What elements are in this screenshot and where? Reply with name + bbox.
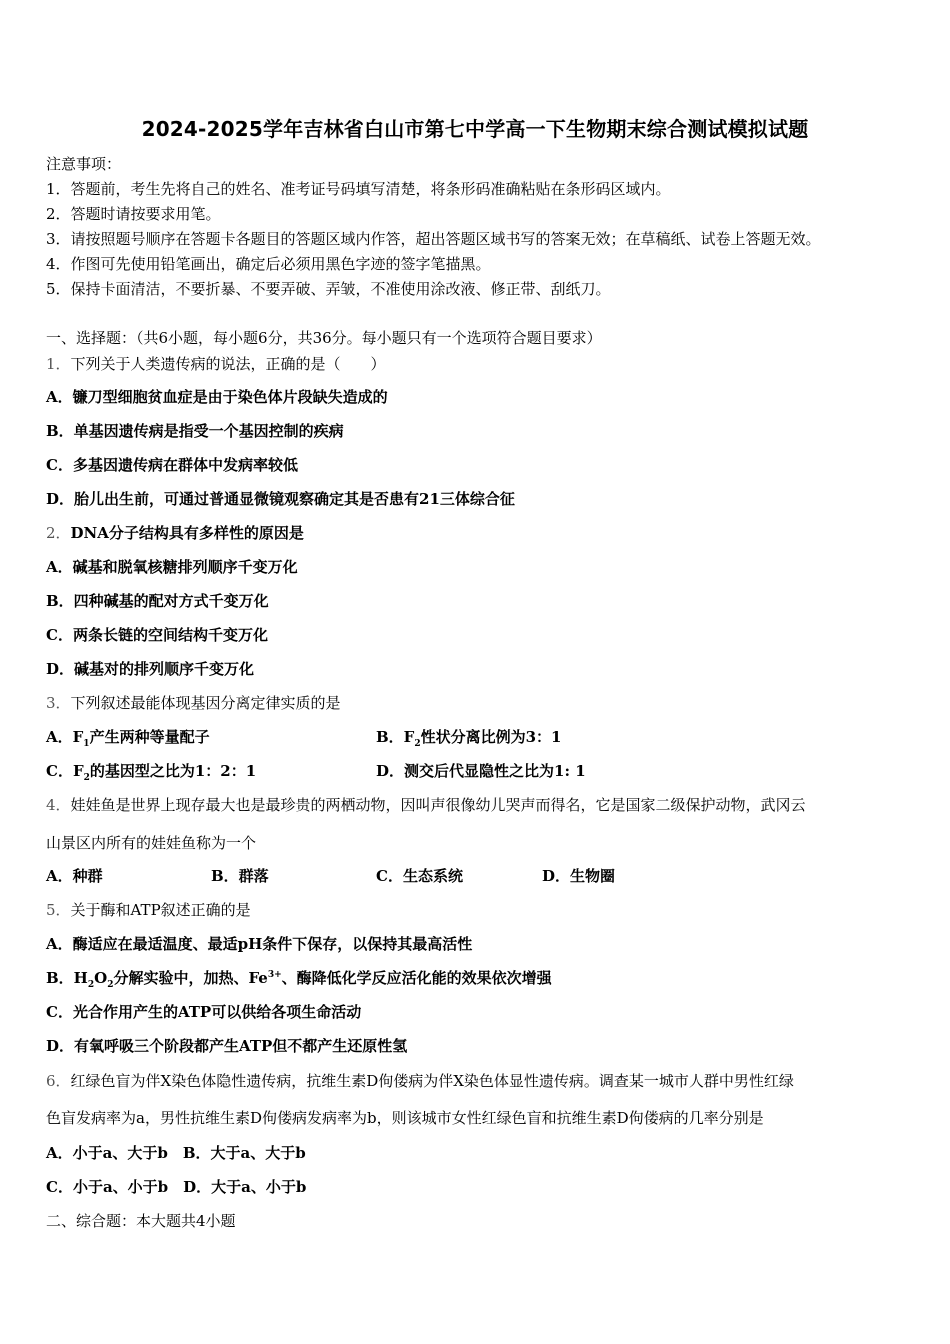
notice-item: 2．答题时请按要求用笔。	[46, 205, 221, 223]
option-c: C．生态系统	[376, 867, 463, 885]
option-c: C．$F_2$的基因型之比为1：2：1	[46, 762, 257, 783]
option-a: A．碱基和脱氧核糖排列顺序千变万化	[46, 558, 298, 576]
question-stem-continued: 山景区内所有的娃娃鱼称为一个	[46, 834, 257, 852]
option-row	[46, 865, 746, 883]
question-stem: 下列关于人类遗传病的说法，正确的是（ ）	[70, 355, 386, 373]
question-number: 1．	[46, 355, 71, 373]
question-stem: 下列叙述最能体现基因分离定律实质的是	[70, 694, 341, 712]
option-a: A．种群	[46, 867, 103, 885]
option-d: D．碱基对的排列顺序千变万化	[46, 660, 255, 678]
notice-heading: 注意事项：	[46, 155, 122, 173]
option-d: D．胎儿出生前，可通过普通显微镜观察确定其是否患有21三体综合征	[46, 490, 515, 508]
option-a: A．$F_1$产生两种等量配子	[46, 728, 210, 749]
option-row-cd: C．小于a、小于b D．大于a、小于b	[46, 1178, 307, 1196]
option-b: B．单基因遗传病是指受一个基因控制的疾病	[46, 422, 344, 440]
question-2	[46, 522, 304, 543]
option-a: A．酶适应在最适温度、最适pH条件下保存，以保持其最高活性	[46, 935, 473, 953]
question-6	[46, 1070, 794, 1091]
question-3	[46, 692, 341, 713]
question-stem: DNA分子结构具有多样性的原因是	[70, 524, 304, 542]
notice-item: 3．请按照题号顺序在答题卡各题目的答题区域内作答，超出答题区域书写的答案无效；在草稿纸、试卷上答题无效。	[46, 230, 821, 248]
question-number: 3．	[46, 694, 71, 712]
question-number: 4．	[46, 796, 71, 814]
option-d: D．测交后代显隐性之比为1: 1	[376, 762, 586, 780]
question-stem: 娃娃鱼是世界上现存最大也是最珍贵的两栖动物，因叫声很像幼儿哭声而得名，它是国家二级保护动物，武冈云	[70, 796, 806, 814]
option-c: C．多基因遗传病在群体中发病率较低	[46, 456, 298, 474]
question-5	[46, 899, 251, 920]
question-number: 2．	[46, 524, 71, 542]
option-b: B．$F_2$性状分离比例为3：1	[376, 728, 562, 749]
question-stem: 红绿色盲为伴X染色体隐性遗传病，抗维生素D佝偻病为伴X染色体显性遗传病。调查某一城市人群中男性红绿	[70, 1072, 794, 1090]
option-b: B．群落	[211, 867, 269, 885]
question-1	[46, 353, 386, 374]
question-stem: 关于酶和ATP叙述正确的是	[70, 901, 251, 919]
option-a: A．镰刀型细胞贫血症是由于染色体片段缺失造成的	[46, 388, 388, 406]
option-row-ab: A．小于a、大于b B．大于a、大于b	[46, 1144, 306, 1162]
option-row	[46, 760, 746, 783]
question-number: 5．	[46, 901, 71, 919]
notice-item: 4．作图可先使用铅笔画出，确定后必须用黑色字迹的签字笔描黑。	[46, 255, 491, 273]
option-d: D．有氧呼吸三个阶段都产生ATP但不都产生还原性氢	[46, 1037, 408, 1055]
option-row	[46, 726, 746, 749]
section-heading-1: 一、选择题：（共6小题，每小题6分，共36分。每小题只有一个选项符合题目要求）	[46, 329, 602, 347]
question-4	[46, 794, 806, 815]
option-d: D．生物圈	[542, 867, 616, 885]
question-stem-continued: 色盲发病率为a，男性抗维生素D佝偻病发病率为b，则该城市女性红绿色盲和抗维生素D佝偻病的几率分别是	[46, 1109, 764, 1127]
notice-item: 5．保持卡面清洁，不要折暴、不要弄破、弄皱，不准使用涂改液、修正带、刮纸刀。	[46, 280, 611, 298]
question-number: 6．	[46, 1072, 71, 1090]
option-c: C．光合作用产生的ATP可以供给各项生命活动	[46, 1003, 362, 1021]
option-b: B．$H_2O_2$分解实验中，加热、$Fe^{3+}$、酶降低化学反应活化能的效果依次增强	[46, 969, 552, 990]
page-title: 2024-2025学年吉林省白山市第七中学高一下生物期末综合测试模拟试题	[141, 117, 809, 141]
section-heading-2: 二、综合题：本大题共4小题	[46, 1212, 236, 1230]
notice-item: 1．答题前，考生先将自己的姓名、准考证号码填写清楚，将条形码准确粘贴在条形码区域内。	[46, 180, 671, 198]
option-c: C．两条长链的空间结构千变万化	[46, 626, 268, 644]
option-b: B．四种碱基的配对方式千变万化	[46, 592, 269, 610]
